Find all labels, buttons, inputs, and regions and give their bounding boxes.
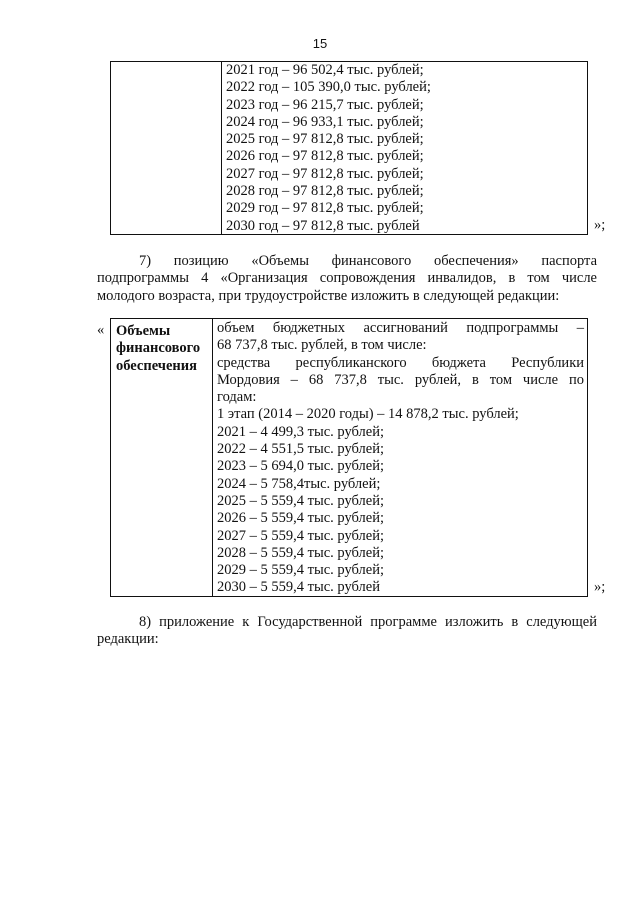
paragraph-7-line: 7) позицию «Объемы финансового обеспечения» паспорта (139, 253, 597, 269)
table1-line: 2028 год – 97 812,8 тыс. рублей; (226, 183, 424, 200)
financing-details (217, 320, 584, 597)
financing-line: 68 737,8 тыс. рублей, в том числе: (217, 337, 427, 354)
financing-label-line: финансового (116, 340, 201, 357)
table2-close-quote: »; (594, 579, 606, 595)
table1-line: 2022 год – 105 390,0 тыс. рублей; (226, 79, 431, 96)
financing-line: объем бюджетных ассигнований подпрограммы – (217, 320, 584, 336)
financing-line: 2023 – 5 694,0 тыс. рублей; (217, 458, 384, 475)
financing-line: 2022 – 4 551,5 тыс. рублей; (217, 441, 384, 458)
financing-line: средства республиканского бюджета Республики (217, 354, 584, 371)
paragraph-8 (97, 614, 597, 649)
paragraph-8-line: 8) приложение к Государственной программе изложить в следующей (139, 614, 597, 630)
table1-year-list (226, 62, 431, 235)
paragraph-7 (97, 253, 597, 305)
page-number: 15 (312, 36, 328, 51)
table1-line: 2026 год – 97 812,8 тыс. рублей; (226, 148, 424, 165)
financing-line: 1 этап (2014 – 2020 годы) – 14 878,2 тыс. рублей; (217, 406, 519, 423)
paragraph-7-line: молодого возраста, при трудоустройстве изложить в следующей редакции: (97, 287, 560, 304)
financing-label-line: Объемы (116, 323, 171, 339)
table1-line: 2024 год – 96 933,1 тыс. рублей; (226, 113, 424, 130)
table-column-divider (221, 62, 222, 234)
financing-line: годам: (217, 389, 257, 406)
financing-line: Мордовия – 68 737,8 тыс. рублей, в том числе по (217, 371, 584, 388)
financing-line: 2024 – 5 758,4тыс. рублей; (217, 475, 381, 492)
financing-line: 2028 – 5 559,4 тыс. рублей; (217, 544, 384, 561)
table1-line: 2021 год – 96 502,4 тыс. рублей; (226, 62, 424, 78)
table1-line: 2027 год – 97 812,8 тыс. рублей; (226, 165, 424, 182)
table1-line: 2025 год – 97 812,8 тыс. рублей; (226, 131, 424, 148)
financing-label-line: обеспечения (116, 357, 197, 374)
financing-line: 2026 – 5 559,4 тыс. рублей; (217, 510, 384, 527)
financing-label (116, 323, 200, 375)
table1-close-quote: »; (594, 217, 606, 233)
financing-line: 2030 – 5 559,4 тыс. рублей (217, 579, 380, 596)
table1-line: 2023 год – 96 215,7 тыс. рублей; (226, 96, 424, 113)
table1-line: 2029 год – 97 812,8 тыс. рублей; (226, 200, 424, 217)
paragraph-8-line: редакции: (97, 631, 159, 648)
financing-line: 2025 – 5 559,4 тыс. рублей; (217, 492, 384, 509)
table1-line: 2030 год – 97 812,8 тыс. рублей (226, 217, 420, 234)
paragraph-7-line: подпрограммы 4 «Организация сопровождения инвалидов, в том числе (97, 270, 597, 287)
financing-line: 2029 – 5 559,4 тыс. рублей; (217, 562, 384, 579)
financing-line: 2027 – 5 559,4 тыс. рублей; (217, 527, 384, 544)
table2-open-quote: « (97, 322, 105, 338)
financing-line: 2021 – 4 499,3 тыс. рублей; (217, 423, 384, 440)
table-column-divider (212, 319, 213, 596)
